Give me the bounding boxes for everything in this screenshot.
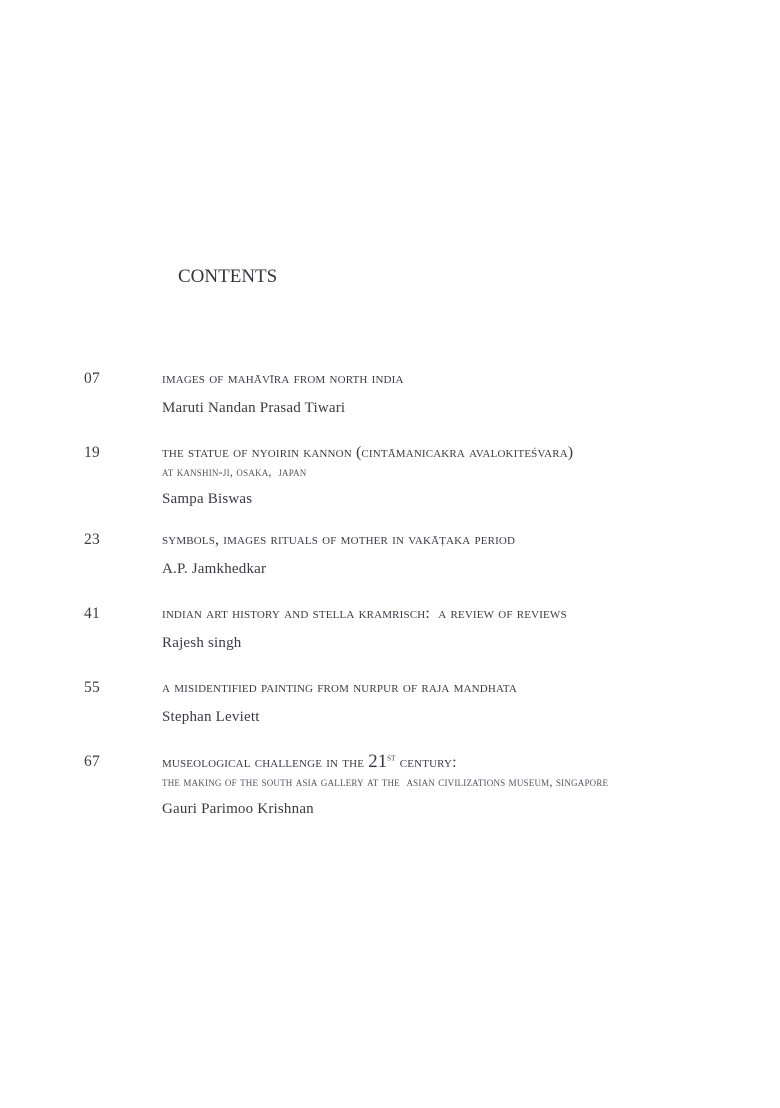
toc-entry-author: Maruti Nandan Prasad Tiwari	[162, 400, 346, 416]
toc-entry-subtitle: at kanshin-ji, osaka, japan	[162, 465, 307, 479]
toc-entry-title: images of mahāvīra from north india	[162, 370, 404, 387]
page-title	[162, 244, 277, 303]
toc-entry-body	[162, 751, 780, 819]
toc-entry[interactable]	[0, 529, 780, 579]
toc-entry[interactable]	[0, 603, 780, 653]
toc-entry-body	[162, 603, 780, 653]
toc-entry-title-suffix: century:	[395, 754, 457, 771]
toc-page-number: 23	[84, 531, 101, 548]
toc-entry-title-number: 21	[368, 751, 388, 772]
toc-entry-body	[162, 442, 780, 509]
toc-entry-title: indian art history and stella kramrisch: a review of reviews	[162, 605, 567, 622]
toc-page-number: 19	[84, 444, 101, 461]
table-of-contents	[0, 368, 780, 835]
toc-page-number: 67	[84, 753, 101, 770]
toc-entry[interactable]	[0, 368, 780, 418]
toc-entry-body	[162, 368, 780, 418]
toc-entry-author: A.P. Jamkhedkar	[162, 561, 267, 577]
toc-entry-title: symbols, images rituals of mother in vakāṭaka period	[162, 531, 516, 548]
toc-entry-title-prefix: museological challenge in the	[162, 754, 369, 771]
toc-entry-author: Gauri Parimoo Krishnan	[162, 801, 314, 817]
toc-entry-body	[162, 529, 780, 579]
toc-page-number: 55	[84, 679, 101, 696]
toc-entry-author: Stephan Leviett	[162, 709, 260, 725]
toc-entry-author: Rajesh singh	[162, 635, 242, 651]
toc-entry[interactable]	[0, 442, 780, 509]
toc-entry-subtitle: the making of the south asia gallery at the asian civilizations museum, singapore	[162, 775, 609, 789]
toc-entry[interactable]	[0, 751, 780, 819]
toc-entry-title: a misidentified painting from nurpur of raja mandhata	[162, 679, 517, 696]
toc-page-number: 41	[84, 605, 101, 622]
page-title-text: contents	[178, 258, 278, 288]
toc-entry-author: Sampa Biswas	[162, 491, 253, 507]
toc-entry-title: the statue of nyoirin kannon (cintāmanicakra avalokiteśvara)	[162, 444, 574, 461]
toc-entry-body	[162, 677, 780, 727]
toc-entry-title-ordinal: st	[387, 752, 396, 764]
toc-page-number: 07	[84, 370, 101, 387]
toc-entry-title	[162, 751, 780, 773]
toc-entry[interactable]	[0, 677, 780, 727]
